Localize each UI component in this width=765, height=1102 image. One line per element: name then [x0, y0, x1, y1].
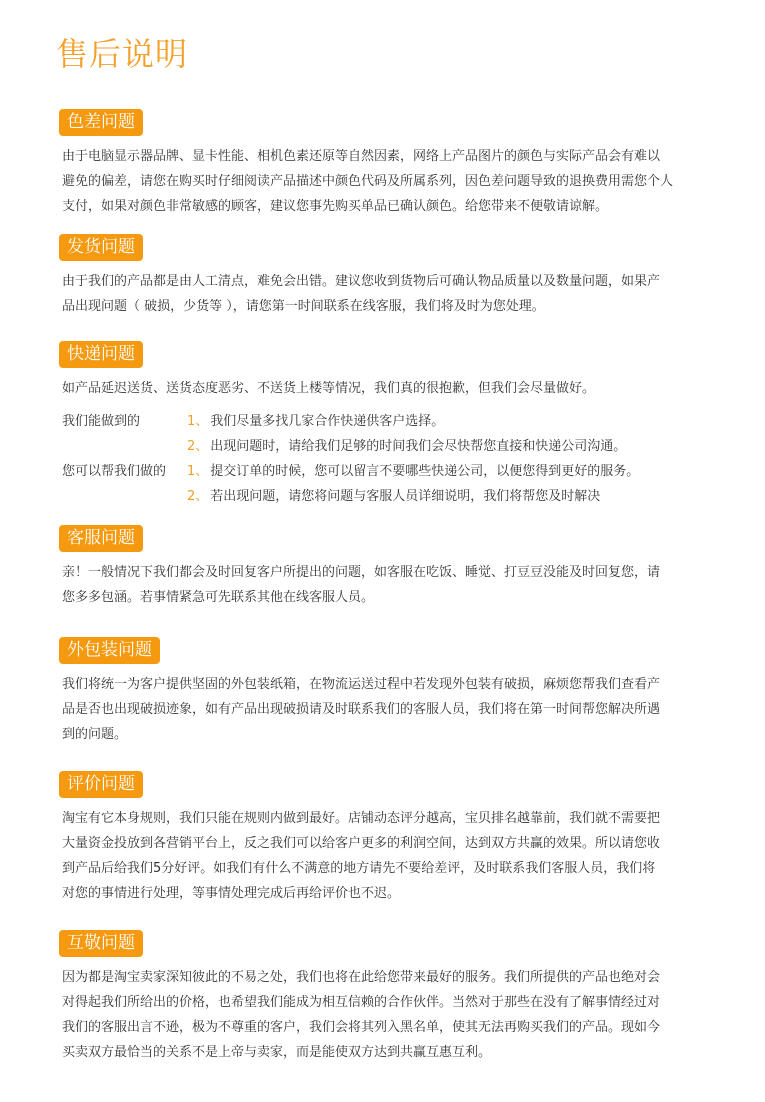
item-number: 1、	[187, 414, 209, 429]
section-heading-badge: 色差问题	[59, 109, 143, 136]
item-number: 2、	[187, 489, 209, 504]
courier-list	[62, 409, 719, 509]
section-heading-badge: 评价问题	[59, 771, 143, 798]
item-text: 提交订单的时候，您可以留言不要哪些快递公司，以便您得到更好的服务。	[210, 464, 640, 479]
body-line: 到的问题。	[62, 727, 128, 742]
list-row	[62, 434, 719, 459]
body-line: 避免的偏差，请您在购买时仔细阅读产品描述中颜色代码及所属系列，因色差问题导致的退换费用需您个人	[62, 174, 674, 189]
section-color-difference	[59, 109, 719, 219]
body-line: 对得起我们所给出的价格，也希望我们能成为相互信赖的合作伙伴。当然对于那些在没有了解事情经过对	[62, 995, 661, 1010]
group-label: 您可以帮我们做的	[62, 464, 167, 479]
list-row	[62, 459, 719, 484]
item-number: 2、	[187, 439, 209, 454]
list-row	[62, 484, 719, 509]
section-heading-badge: 互敬问题	[59, 930, 143, 957]
body-line: 大量资金投放到各营销平台上，反之我们可以给客户更多的利润空间，达到双方共赢的效果。所以请您收	[62, 836, 661, 851]
section-courier	[59, 341, 719, 509]
item-text: 我们尽量多找几家合作快递供客户选择。	[210, 414, 445, 429]
section-body	[62, 965, 719, 1065]
body-line: 品出现问题（ 破损，少货等 ），请您第一时间联系在线客服，我们将及时为您处理。	[62, 299, 545, 314]
body-line: 买卖双方最恰当的关系不是上帝与卖家，而是能使双方达到共赢互惠互利。	[62, 1045, 492, 1060]
section-heading-badge: 外包装问题	[59, 637, 160, 664]
body-line: 您多多包涵。若事情紧急可先联系其他在线客服人员。	[62, 590, 375, 605]
body-line: 支付，如果对颜色非常敏感的顾客，建议您事先购买单品已确认颜色。给您带来不便敬请谅解。	[62, 199, 609, 214]
section-body	[62, 144, 719, 219]
body-line: 如产品延迟送货、送货态度恶劣、不送货上楼等情况，我们真的很抱歉，但我们会尽量做好。	[62, 381, 596, 396]
item-text: 若出现问题，请您将问题与客服人员详细说明，我们将帮您及时解决	[210, 489, 601, 504]
item-number: 1、	[187, 464, 209, 479]
section-heading-badge: 客服问题	[59, 525, 143, 552]
list-row	[62, 409, 719, 434]
body-line: 由于电脑显示器品牌、显卡性能、相机色素还原等自然因素，网络上产品图片的颜色与实际产品会有难以	[62, 149, 661, 164]
section-body	[62, 560, 719, 610]
section-customer-service	[59, 525, 719, 610]
body-line: 因为都是淘宝卖家深知彼此的不易之处，我们也将在此给您带来最好的服务。我们所提供的产品也绝对会	[62, 970, 661, 985]
section-body	[62, 672, 719, 747]
page-title: 售后说明	[56, 35, 189, 73]
section-heading-badge: 发货问题	[59, 234, 143, 261]
section-body	[62, 376, 719, 401]
item-text: 出现问题时，请给我们足够的时间我们会尽快帮您直接和快递公司沟通。	[210, 439, 627, 454]
body-line: 对您的事情进行处理，等事情处理完成后再给评价也不迟。	[62, 886, 401, 901]
section-body	[62, 806, 719, 906]
section-shipping	[59, 234, 719, 319]
body-line: 亲！一般情况下我们都会及时回复客户所提出的问题，如客服在吃饭、睡觉、打豆豆没能及时回复您，请	[62, 565, 661, 580]
body-line: 到产品后给我们5分好评。如我们有什么不满意的地方请先不要给差评，及时联系我们客服人员，我们将	[62, 861, 656, 876]
section-packaging	[59, 637, 719, 747]
body-line: 我们的客服出言不逊，极为不尊重的客户，我们会将其列入黑名单，使其无法再购买我们的产品。现如今	[62, 1020, 661, 1035]
group-label: 我们能做到的	[62, 414, 141, 429]
section-heading-badge: 快递问题	[59, 341, 143, 368]
body-line: 我们将统一为客户提供坚固的外包装纸箱，在物流运送过程中若发现外包装有破损，麻烦您帮我们查看产	[62, 677, 661, 692]
section-body	[62, 269, 719, 319]
body-line: 由于我们的产品都是由人工清点，难免会出错。建议您收到货物后可确认物品质量以及数量问题，如果产	[62, 274, 661, 289]
body-line: 品是否也出现破损迹象，如有产品出现破损请及时联系我们的客服人员，我们将在第一时间帮您解决所遇	[62, 702, 661, 717]
section-mutual-respect	[59, 930, 719, 1065]
body-line: 淘宝有它本身规则，我们只能在规则内做到最好。店铺动态评分越高，宝贝排名越靠前，我们就不需要把	[62, 811, 661, 826]
section-review	[59, 771, 719, 906]
